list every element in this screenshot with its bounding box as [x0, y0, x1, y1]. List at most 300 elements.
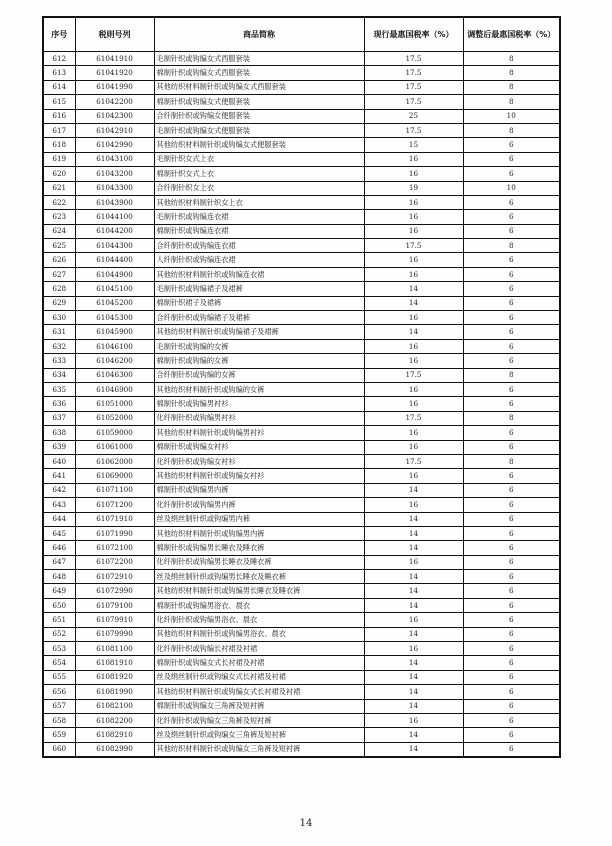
cell-index: 632 [43, 339, 75, 353]
cell-code: 61042200 [75, 95, 154, 109]
cell-code: 61059000 [75, 426, 154, 440]
cell-index: 652 [43, 627, 75, 641]
cell-code: 61052000 [75, 411, 154, 425]
cell-current-rate: 14 [364, 728, 463, 742]
table-row [43, 80, 560, 94]
cell-adjusted-rate: 6 [463, 138, 560, 152]
cell-index: 657 [43, 699, 75, 713]
cell-current-rate: 16 [364, 195, 463, 209]
cell-adjusted-rate: 6 [463, 742, 560, 757]
cell-name: 棉制针织裙子及裙裤 [154, 296, 364, 310]
cell-code: 61082990 [75, 742, 154, 757]
cell-code: 61045200 [75, 296, 154, 310]
cell-current-rate: 16 [364, 426, 463, 440]
cell-code: 61071910 [75, 512, 154, 526]
cell-code: 61044300 [75, 239, 154, 253]
cell-current-rate: 17.5 [364, 95, 463, 109]
table-row [43, 426, 560, 440]
cell-code: 61042910 [75, 123, 154, 137]
cell-current-rate: 16 [364, 498, 463, 512]
cell-index: 631 [43, 325, 75, 339]
cell-index: 639 [43, 440, 75, 454]
cell-code: 61042990 [75, 138, 154, 152]
cell-index: 623 [43, 210, 75, 224]
cell-index: 637 [43, 411, 75, 425]
cell-name: 毛制针织女式上衣 [154, 152, 364, 166]
cell-index: 642 [43, 483, 75, 497]
cell-current-rate: 16 [364, 311, 463, 325]
cell-adjusted-rate: 6 [463, 627, 560, 641]
cell-index: 648 [43, 570, 75, 584]
cell-adjusted-rate: 6 [463, 311, 560, 325]
cell-index: 650 [43, 598, 75, 612]
cell-code: 61043900 [75, 195, 154, 209]
cell-adjusted-rate: 8 [463, 95, 560, 109]
table-row [43, 411, 560, 425]
cell-adjusted-rate: 6 [463, 570, 560, 584]
cell-code: 61079100 [75, 598, 154, 612]
cell-adjusted-rate: 6 [463, 469, 560, 483]
cell-adjusted-rate: 6 [463, 699, 560, 713]
table-row [43, 541, 560, 555]
cell-name: 合纤制针织或钩编的女裤 [154, 368, 364, 382]
header-code: 税则号列 [75, 17, 154, 52]
cell-name: 丝及绢丝制针织或钩编男长睡衣及睡衣裤 [154, 570, 364, 584]
cell-index: 643 [43, 498, 75, 512]
cell-current-rate: 14 [364, 685, 463, 699]
cell-index: 646 [43, 541, 75, 555]
table-row [43, 181, 560, 195]
cell-code: 61079990 [75, 627, 154, 641]
table-row [43, 713, 560, 727]
cell-index: 655 [43, 670, 75, 684]
cell-name: 其他纺织材料制针织或钩编女式长衬裙及衬裙 [154, 685, 364, 699]
cell-name: 化纤制针织或钩编男衬衫 [154, 411, 364, 425]
cell-code: 61044400 [75, 253, 154, 267]
cell-index: 612 [43, 52, 75, 66]
table-row [43, 454, 560, 468]
cell-adjusted-rate: 6 [463, 296, 560, 310]
table-row [43, 642, 560, 656]
table-row [43, 210, 560, 224]
cell-code: 61044200 [75, 224, 154, 238]
cell-adjusted-rate: 8 [463, 123, 560, 137]
table-row [43, 555, 560, 569]
table-row [43, 483, 560, 497]
table-row [43, 397, 560, 411]
cell-current-rate: 14 [364, 512, 463, 526]
table-row [43, 613, 560, 627]
cell-current-rate: 14 [364, 627, 463, 641]
cell-index: 644 [43, 512, 75, 526]
cell-code: 61079910 [75, 613, 154, 627]
cell-adjusted-rate: 6 [463, 282, 560, 296]
cell-index: 634 [43, 368, 75, 382]
cell-current-rate: 16 [364, 440, 463, 454]
cell-name: 化纤制针织或钩编男内裤 [154, 498, 364, 512]
cell-name: 棉制针织或钩编男长睡衣及睡衣裤 [154, 541, 364, 555]
cell-adjusted-rate: 6 [463, 167, 560, 181]
cell-name: 毛制针织或钩编的女裤 [154, 339, 364, 353]
table-row [43, 123, 560, 137]
cell-code: 61072910 [75, 570, 154, 584]
cell-index: 656 [43, 685, 75, 699]
cell-index: 645 [43, 526, 75, 540]
cell-current-rate: 16 [364, 397, 463, 411]
cell-name: 合纤制针织女上衣 [154, 181, 364, 195]
table-row [43, 167, 560, 181]
page-number: 14 [299, 818, 313, 829]
cell-index: 620 [43, 167, 75, 181]
cell-name: 化纤制针织或钩编男长睡衣及睡衣裤 [154, 555, 364, 569]
table-row [43, 498, 560, 512]
cell-code: 61046300 [75, 368, 154, 382]
cell-code: 61043200 [75, 167, 154, 181]
cell-name: 棉制针织或钩编男浴衣、晨衣 [154, 598, 364, 612]
cell-name: 毛制针织或钩编裙子及裙裤 [154, 282, 364, 296]
cell-adjusted-rate: 6 [463, 195, 560, 209]
cell-name: 人纤制针织或钩编连衣裙 [154, 253, 364, 267]
header-current-rate: 现行最惠国税率（%） [364, 17, 463, 52]
table-row [43, 354, 560, 368]
cell-index: 640 [43, 454, 75, 468]
cell-current-rate: 17.5 [364, 66, 463, 80]
cell-code: 61082100 [75, 699, 154, 713]
cell-current-rate: 25 [364, 109, 463, 123]
cell-code: 61046900 [75, 382, 154, 396]
cell-current-rate: 16 [364, 713, 463, 727]
table-row [43, 109, 560, 123]
header-name: 商品简称 [154, 17, 364, 52]
cell-current-rate: 17.5 [364, 123, 463, 137]
table-header-row [43, 17, 560, 52]
table-row [43, 699, 560, 713]
table-row [43, 52, 560, 66]
cell-adjusted-rate: 8 [463, 411, 560, 425]
cell-code: 61046100 [75, 339, 154, 353]
header-index: 序号 [43, 17, 75, 52]
cell-index: 624 [43, 224, 75, 238]
cell-name: 合纤制针织或钩编女便服套装 [154, 109, 364, 123]
cell-code: 61044100 [75, 210, 154, 224]
cell-current-rate: 14 [364, 656, 463, 670]
cell-current-rate: 17.5 [364, 411, 463, 425]
cell-code: 61082200 [75, 713, 154, 727]
cell-name: 棉制针织或钩编女式长衬裙及衬裙 [154, 656, 364, 670]
cell-name: 棉制针织或钩编女式西服套装 [154, 66, 364, 80]
cell-code: 61045900 [75, 325, 154, 339]
cell-adjusted-rate: 6 [463, 642, 560, 656]
cell-adjusted-rate: 6 [463, 483, 560, 497]
cell-current-rate: 16 [364, 210, 463, 224]
cell-current-rate: 14 [364, 541, 463, 555]
cell-code: 61041920 [75, 66, 154, 80]
cell-adjusted-rate: 6 [463, 584, 560, 598]
cell-adjusted-rate: 6 [463, 152, 560, 166]
table-row [43, 512, 560, 526]
cell-name: 合纤制针织或钩编裙子及裙裤 [154, 311, 364, 325]
cell-code: 61061000 [75, 440, 154, 454]
cell-name: 其他纺织材料制针织或钩编男长睡衣及睡衣裤 [154, 584, 364, 598]
cell-name: 其他纺织材料制针织或钩编男内裤 [154, 526, 364, 540]
cell-adjusted-rate: 6 [463, 354, 560, 368]
cell-current-rate: 17.5 [364, 80, 463, 94]
table-row [43, 598, 560, 612]
cell-adjusted-rate: 6 [463, 526, 560, 540]
cell-current-rate: 15 [364, 138, 463, 152]
table-row [43, 368, 560, 382]
cell-current-rate: 14 [364, 483, 463, 497]
cell-adjusted-rate: 8 [463, 66, 560, 80]
cell-current-rate: 16 [364, 382, 463, 396]
cell-current-rate: 16 [364, 152, 463, 166]
table-row [43, 469, 560, 483]
table-row [43, 152, 560, 166]
cell-code: 61045300 [75, 311, 154, 325]
cell-name: 其他纺织材料制针织或钩编裙子及裙裤 [154, 325, 364, 339]
cell-adjusted-rate: 6 [463, 728, 560, 742]
cell-name: 化纤制针织或钩编女衬衫 [154, 454, 364, 468]
cell-name: 棉制针织女式上衣 [154, 167, 364, 181]
cell-name: 毛制针织或钩编女式便服套装 [154, 123, 364, 137]
cell-current-rate: 17.5 [364, 368, 463, 382]
cell-current-rate: 16 [364, 253, 463, 267]
cell-adjusted-rate: 6 [463, 656, 560, 670]
cell-adjusted-rate: 8 [463, 454, 560, 468]
table-row [43, 253, 560, 267]
cell-current-rate: 16 [364, 642, 463, 656]
cell-index: 649 [43, 584, 75, 598]
cell-adjusted-rate: 6 [463, 426, 560, 440]
cell-index: 651 [43, 613, 75, 627]
cell-name: 其他纺织材料制针织或钩编男衬衫 [154, 426, 364, 440]
cell-index: 626 [43, 253, 75, 267]
cell-index: 619 [43, 152, 75, 166]
table-row [43, 138, 560, 152]
cell-current-rate: 16 [364, 339, 463, 353]
cell-index: 617 [43, 123, 75, 137]
cell-index: 659 [43, 728, 75, 742]
cell-code: 61072100 [75, 541, 154, 555]
cell-adjusted-rate: 8 [463, 368, 560, 382]
cell-name: 棉制针织或钩编男内裤 [154, 483, 364, 497]
cell-name: 丝及绢丝制针织或钩编女式长衬裙及衬裙 [154, 670, 364, 684]
cell-adjusted-rate: 6 [463, 512, 560, 526]
table-row [43, 526, 560, 540]
cell-adjusted-rate: 6 [463, 267, 560, 281]
table-row [43, 325, 560, 339]
cell-current-rate: 16 [364, 167, 463, 181]
table-row [43, 570, 560, 584]
cell-code: 61081920 [75, 670, 154, 684]
cell-name: 棉制针织或钩编男衬衫 [154, 397, 364, 411]
cell-adjusted-rate: 6 [463, 613, 560, 627]
table-row [43, 224, 560, 238]
cell-index: 633 [43, 354, 75, 368]
cell-current-rate: 16 [364, 267, 463, 281]
cell-code: 61051000 [75, 397, 154, 411]
cell-name: 其他纺织材料制针织或钩编连衣裙 [154, 267, 364, 281]
cell-adjusted-rate: 6 [463, 382, 560, 396]
table-row [43, 742, 560, 757]
cell-index: 638 [43, 426, 75, 440]
cell-name: 其他纺织材料制针织或钩编男浴衣、晨衣 [154, 627, 364, 641]
table-row [43, 685, 560, 699]
cell-code: 61062000 [75, 454, 154, 468]
cell-name: 毛制针织或钩编连衣裙 [154, 210, 364, 224]
cell-current-rate: 17.5 [364, 239, 463, 253]
cell-index: 621 [43, 181, 75, 195]
cell-code: 61046200 [75, 354, 154, 368]
cell-index: 613 [43, 66, 75, 80]
table-body [43, 52, 560, 758]
cell-adjusted-rate: 6 [463, 397, 560, 411]
table-row [43, 728, 560, 742]
cell-current-rate: 17.5 [364, 454, 463, 468]
cell-index: 615 [43, 95, 75, 109]
cell-current-rate: 17.5 [364, 52, 463, 66]
cell-name: 棉制针织或钩编连衣裙 [154, 224, 364, 238]
cell-index: 616 [43, 109, 75, 123]
cell-current-rate: 14 [364, 570, 463, 584]
table-row [43, 311, 560, 325]
cell-name: 化纤制针织或钩编长衬裙及衬裙 [154, 642, 364, 656]
cell-adjusted-rate: 10 [463, 109, 560, 123]
table-row [43, 195, 560, 209]
table-row [43, 656, 560, 670]
cell-current-rate: 19 [364, 181, 463, 195]
cell-name: 其他纺织材料制针织或钩编女三角裤及短衬裤 [154, 742, 364, 757]
cell-current-rate: 16 [364, 224, 463, 238]
cell-name: 丝及绢丝制针织或钩编女三角裤及短衬裤 [154, 728, 364, 742]
cell-adjusted-rate: 6 [463, 253, 560, 267]
table-row [43, 239, 560, 253]
cell-name: 棉制针织或钩编女三角裤及短衬裤 [154, 699, 364, 713]
cell-adjusted-rate: 6 [463, 670, 560, 684]
cell-code: 61071990 [75, 526, 154, 540]
cell-index: 622 [43, 195, 75, 209]
cell-index: 654 [43, 656, 75, 670]
cell-adjusted-rate: 8 [463, 239, 560, 253]
cell-adjusted-rate: 6 [463, 224, 560, 238]
table-row [43, 66, 560, 80]
table-row [43, 627, 560, 641]
cell-adjusted-rate: 6 [463, 210, 560, 224]
cell-current-rate: 16 [364, 469, 463, 483]
cell-name: 棉制针织或钩编女式便服套装 [154, 95, 364, 109]
cell-code: 61081100 [75, 642, 154, 656]
table-row [43, 584, 560, 598]
cell-current-rate: 14 [364, 282, 463, 296]
cell-index: 641 [43, 469, 75, 483]
cell-code: 61082910 [75, 728, 154, 742]
cell-adjusted-rate: 6 [463, 325, 560, 339]
cell-current-rate: 14 [364, 325, 463, 339]
tariff-table [42, 16, 561, 758]
cell-index: 625 [43, 239, 75, 253]
cell-current-rate: 14 [364, 598, 463, 612]
cell-index: 614 [43, 80, 75, 94]
table-row [43, 296, 560, 310]
cell-name: 其他纺织材料制针织或钩编女式西服套装 [154, 80, 364, 94]
table-row [43, 95, 560, 109]
cell-index: 628 [43, 282, 75, 296]
table-row [43, 382, 560, 396]
cell-current-rate: 16 [364, 555, 463, 569]
cell-adjusted-rate: 6 [463, 555, 560, 569]
cell-index: 630 [43, 311, 75, 325]
cell-index: 629 [43, 296, 75, 310]
cell-name: 合纤制针织或钩编连衣裙 [154, 239, 364, 253]
cell-name: 其他纺织材料制针织或钩编的女裤 [154, 382, 364, 396]
cell-name: 丝及绢丝制针织或钩编男内裤 [154, 512, 364, 526]
cell-code: 61044900 [75, 267, 154, 281]
cell-code: 61071200 [75, 498, 154, 512]
cell-adjusted-rate: 8 [463, 52, 560, 66]
cell-name: 棉制针织或钩编女衬衫 [154, 440, 364, 454]
cell-adjusted-rate: 6 [463, 339, 560, 353]
cell-code: 61081910 [75, 656, 154, 670]
cell-adjusted-rate: 6 [463, 440, 560, 454]
cell-index: 636 [43, 397, 75, 411]
cell-name: 毛制针织或钩编女式西服套装 [154, 52, 364, 66]
cell-current-rate: 14 [364, 526, 463, 540]
table-row [43, 440, 560, 454]
cell-current-rate: 14 [364, 699, 463, 713]
cell-current-rate: 16 [364, 613, 463, 627]
cell-code: 61081990 [75, 685, 154, 699]
cell-current-rate: 14 [364, 742, 463, 757]
cell-code: 61041990 [75, 80, 154, 94]
table-row [43, 670, 560, 684]
table-row [43, 267, 560, 281]
cell-code: 61043300 [75, 181, 154, 195]
cell-index: 653 [43, 642, 75, 656]
cell-code: 61071100 [75, 483, 154, 497]
cell-adjusted-rate: 8 [463, 80, 560, 94]
cell-code: 61045100 [75, 282, 154, 296]
cell-name: 棉制针织或钩编的女裤 [154, 354, 364, 368]
cell-code: 61072990 [75, 584, 154, 598]
cell-adjusted-rate: 6 [463, 713, 560, 727]
cell-adjusted-rate: 10 [463, 181, 560, 195]
cell-adjusted-rate: 6 [463, 598, 560, 612]
cell-adjusted-rate: 6 [463, 685, 560, 699]
cell-name: 其他纺织材料制针织或钩编女式便服套装 [154, 138, 364, 152]
cell-current-rate: 14 [364, 296, 463, 310]
cell-adjusted-rate: 6 [463, 541, 560, 555]
cell-current-rate: 14 [364, 584, 463, 598]
cell-adjusted-rate: 6 [463, 498, 560, 512]
cell-code: 61072200 [75, 555, 154, 569]
cell-current-rate: 16 [364, 354, 463, 368]
cell-name: 化纤制针织或钩编女三角裤及短衬裤 [154, 713, 364, 727]
cell-index: 658 [43, 713, 75, 727]
cell-index: 660 [43, 742, 75, 757]
cell-code: 61069000 [75, 469, 154, 483]
cell-current-rate: 14 [364, 670, 463, 684]
table-row [43, 282, 560, 296]
cell-index: 647 [43, 555, 75, 569]
cell-name: 其他纺织材料制针织女上衣 [154, 195, 364, 209]
cell-index: 627 [43, 267, 75, 281]
cell-name: 化纤制针织或钩编男浴衣、晨衣 [154, 613, 364, 627]
cell-code: 61041910 [75, 52, 154, 66]
cell-code: 61042300 [75, 109, 154, 123]
table-row [43, 339, 560, 353]
cell-index: 635 [43, 382, 75, 396]
cell-code: 61043100 [75, 152, 154, 166]
